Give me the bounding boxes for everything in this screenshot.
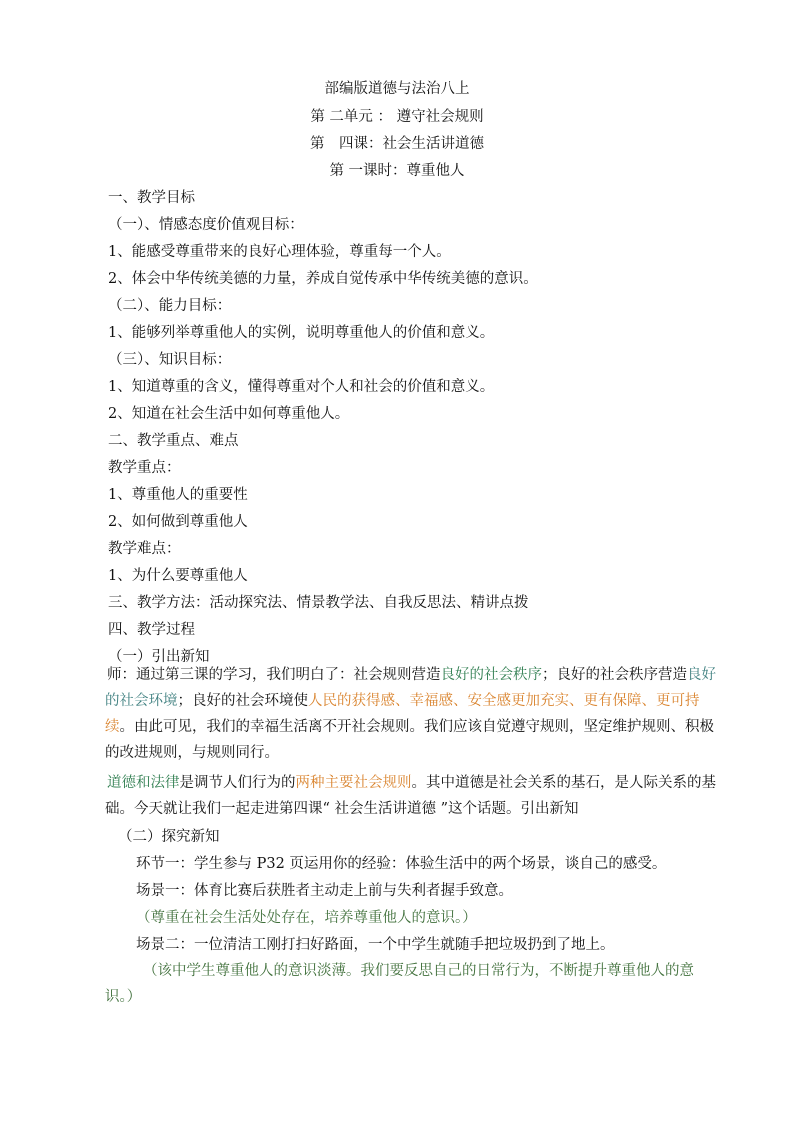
intro-p1-highlight-happiness: 人民的获得感、幸福感、安全感更加充实、更有保障、更可持续 — [105, 693, 700, 735]
difficult-point-1: 1、为什么要尊重他人 — [108, 568, 248, 584]
difficult-points-label: 教学难点： — [108, 541, 181, 557]
methods-line: 三、教学方法：活动探究法、情景教学法、自我反思法、精讲点拨 — [108, 595, 529, 611]
lesson-title: 第 四课：社会生活讲道德 — [310, 136, 484, 152]
intro-p2-highlight-moral-law: 道德和法律 — [107, 775, 180, 791]
knowledge-objective-heading: （三）、知识目标： — [108, 352, 232, 368]
intro-p2-highlight-two-rules: 两种主要社会规则 — [295, 775, 412, 791]
scene-1-note: （尊重在社会生活处处存在，培养尊重他人的意识。） — [136, 910, 477, 926]
process-heading: 四、教学过程 — [108, 622, 195, 638]
emotion-objective-2: 2、体会中华传统美德的力量，养成自觉传承中华传统美德的意识。 — [108, 271, 538, 287]
intro-p1-text-e: ；良好的社会环境使 — [177, 693, 308, 709]
step-1: 环节一：学生参与 P32 页运用你的经验：体验生活中的两个场景，谈自己的感受。 — [136, 856, 667, 872]
intro-p1-highlight-environment: 良好的社会环境 — [105, 667, 716, 709]
intro-p1-highlight-order: 良好的社会秩序 — [440, 667, 542, 683]
intro-p2-text-d: 。其中道德是社会关系的基石，是人际关系的基础。今天就让我们一起走进第四课“ 社会生活讲道德 ”这个话题。引出新知 — [105, 775, 716, 817]
intro-paragraph-2 — [105, 770, 717, 822]
intro-p1-text-a: 师：通过第三课的学习，我们明白了：社会规则营造 — [107, 667, 441, 683]
ability-objective-heading: （二）、能力目标： — [108, 298, 232, 314]
objectives-heading: 一、教学目标 — [108, 190, 195, 206]
intro-p2-text-b: 是调节人们行为的 — [179, 775, 296, 791]
unit-title: 第 二单元 ： 遵守社会规则 — [310, 109, 484, 125]
book-title: 部编版道德与法治八上 — [324, 81, 470, 97]
key-points-label: 教学重点： — [108, 460, 181, 476]
intro-heading: （一）引出新知 — [108, 649, 210, 665]
scene-2: 场景二：一位清洁工刚打扫好路面，一个中学生就随手把垃圾扔到了地上。 — [136, 937, 615, 953]
emotion-objective-1: 1、能感受尊重带来的良好心理体验，尊重每一个人。 — [108, 244, 451, 260]
explore-heading: （二）探究新知 — [118, 829, 220, 845]
emotion-objective-heading: （一）、情感态度价值观目标： — [108, 217, 304, 233]
period-title: 第 一课时：尊重他人 — [329, 163, 465, 179]
key-point-1: 1、尊重他人的重要性 — [108, 487, 248, 503]
knowledge-objective-2: 2、知道在社会生活中如何尊重他人。 — [108, 406, 350, 422]
intro-paragraph-1 — [105, 662, 717, 766]
scene-2-note — [105, 958, 717, 1010]
key-point-2: 2、如何做到尊重他人 — [108, 514, 248, 530]
focus-heading: 二、教学重点、难点 — [108, 433, 239, 449]
intro-p1-text-c: ；良好的社会秩序营造 — [542, 667, 687, 683]
scene-1: 场景一：体育比赛后获胜者主动走上前与失利者握手致意。 — [136, 883, 513, 899]
scene-2-note-text: （该中学生尊重他人的意识淡薄。我们要反思自己的日常行为，不断提升尊重他人的意识。） — [105, 963, 694, 1005]
knowledge-objective-1: 1、知道尊重的含义，懂得尊重对个人和社会的价值和意义。 — [108, 379, 495, 395]
intro-p1-text-g: 。由此可见，我们的幸福生活离不开社会规则。我们应该自觉遵守规则，坚定维护规则、积极的改进规则，与规则同行。 — [105, 719, 714, 761]
ability-objective-1: 1、能够列举尊重他人的实例，说明尊重他人的价值和意义。 — [108, 325, 495, 341]
